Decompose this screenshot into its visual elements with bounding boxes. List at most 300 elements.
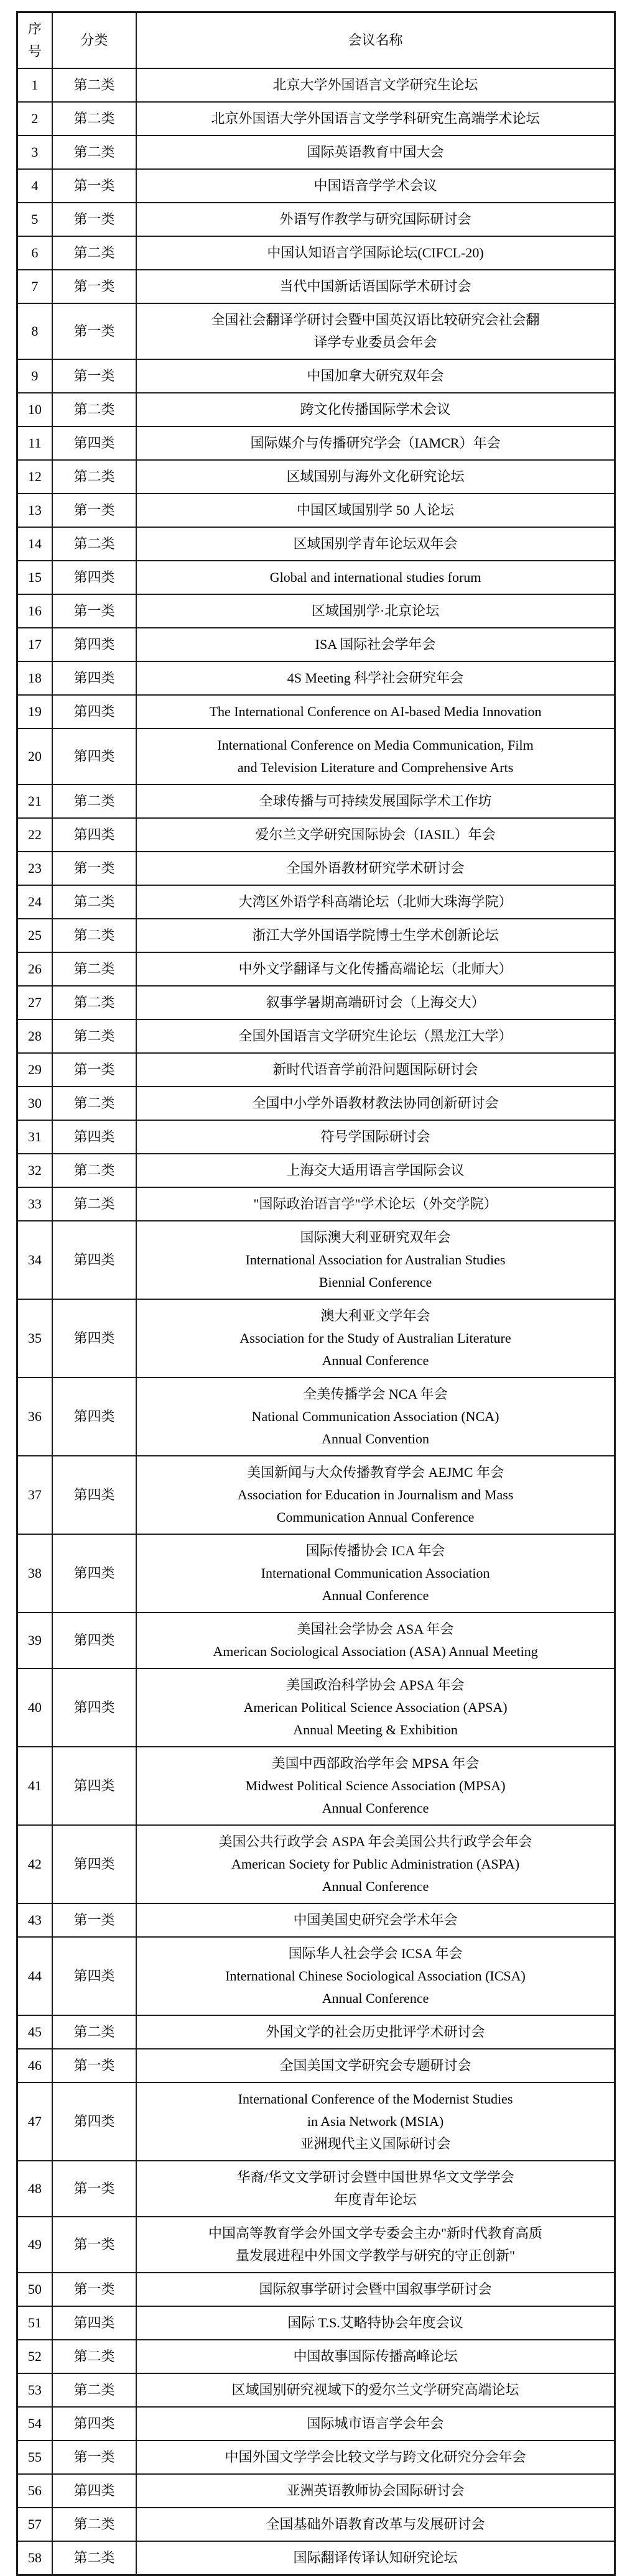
row-number-cell: 5 [17,203,52,236]
conference-name-line: Association for Education in Journalism and Mass [237,1487,514,1502]
conference-name-cell [136,303,615,359]
row-number-cell: 33 [17,1187,52,1221]
conference-name-line: 国际翻译传译认知研究论坛 [293,2550,458,2565]
row-number-cell: 12 [17,460,52,494]
conference-name-line: Annual Meeting & Exhibition [293,1722,458,1737]
row-number-cell: 1 [17,68,52,102]
conference-name-line: 亚洲英语教师协会国际研讨会 [286,2483,465,2498]
category-cell: 第四类 [52,2082,136,2161]
category-cell: 第二类 [52,784,136,818]
conference-name-line: 国际华人社会学会 ICSA 年会 [288,1946,463,1961]
conference-name-line: 全球传播与可持续发展国际学术工作坊 [259,793,492,809]
conference-name-line: 新时代语音学前沿问题国际研讨会 [272,1062,478,1077]
row-number-cell: 32 [17,1154,52,1187]
conference-name-line: Annual Conference [322,1800,429,1816]
row-number-cell: 13 [17,494,52,527]
row-number-cell: 14 [17,527,52,561]
conference-name-line: Midwest Political Science Association (MPSA) [245,1778,506,1793]
conference-name-line: 国际城市语言学会年会 [307,2416,444,2431]
conference-name-cell [136,695,615,729]
conference-name-line: 外国文学的社会历史批评学术研讨会 [266,2024,485,2040]
category-cell: 第一类 [52,2161,136,2217]
table-row [17,1154,615,1187]
conference-name-cell [136,2541,615,2575]
row-number-cell: 16 [17,594,52,628]
conference-name-line: Annual Conference [322,1353,429,1368]
category-cell: 第四类 [52,2474,136,2508]
conference-name-line: 区域国别与海外文化研究论坛 [286,469,465,484]
table-row [17,1937,615,2015]
table-row [17,1612,615,1668]
category-cell: 第一类 [52,2440,136,2474]
conference-name-line: 全国中小学外语教材教法协同创新研讨会 [252,1095,499,1111]
row-number-cell: 35 [17,1299,52,1378]
table-row [17,527,615,561]
conference-name-cell [136,1299,615,1378]
conference-name-cell [136,1456,615,1534]
category-cell: 第二类 [52,236,136,270]
table-row [17,2373,615,2407]
row-number-cell: 56 [17,2474,52,2508]
conference-name-line: 符号学国际研讨会 [320,1129,430,1144]
category-cell: 第二类 [52,1187,136,1221]
conference-name-line: 亚洲现代主义国际研讨会 [300,2136,451,2151]
category-cell: 第四类 [52,1668,136,1747]
table-body [17,68,615,2575]
category-cell: 第四类 [52,1456,136,1534]
category-cell: 第二类 [52,1154,136,1187]
conference-name-cell [136,236,615,270]
conference-name-line: 爱尔兰文学研究国际协会（IASIL）年会 [255,827,496,842]
row-number-cell: 53 [17,2373,52,2407]
row-number-cell: 27 [17,986,52,1019]
conference-name-line: 美国新闻与大众传播教育学会 AEJMC 年会 [246,1465,504,1480]
category-cell: 第二类 [52,136,136,169]
conference-name-line: American Political Science Association (APSA) [243,1700,508,1715]
table-row [17,561,615,594]
conference-name-line: International Conference on Media Communication, Film [217,737,534,753]
conference-name-line: 美国政治科学协会 APSA 年会 [286,1677,465,1693]
conference-name-cell [136,2049,615,2082]
category-cell: 第一类 [52,1053,136,1087]
category-cell: 第四类 [52,818,136,852]
category-cell: 第一类 [52,2049,136,2082]
row-number-cell: 9 [17,359,52,393]
row-number-cell: 45 [17,2015,52,2049]
conference-name-cell [136,2161,615,2217]
conference-name-cell [136,2217,615,2273]
conference-name-cell [136,2015,615,2049]
conference-name-line: 跨文化传播国际学术会议 [300,402,451,417]
conference-name-line: Association for the Study of Australian Literature [239,1330,511,1346]
table-row [17,628,615,661]
conference-name-line: Annual Conference [322,1588,429,1603]
conference-name-line: 国际叙事学研讨会暨中国叙事学研讨会 [259,2281,492,2297]
row-number-cell: 2 [17,102,52,136]
table-row [17,2161,615,2217]
category-cell: 第一类 [52,203,136,236]
row-number-cell: 18 [17,661,52,695]
category-cell: 第一类 [52,169,136,203]
category-cell: 第一类 [52,303,136,359]
conference-name-cell [136,2474,615,2508]
category-cell: 第二类 [52,952,136,986]
conference-name-cell [136,1378,615,1456]
table-row [17,1534,615,1612]
category-cell: 第四类 [52,1825,136,1903]
conference-name-line: 美国公共行政学会 ASPA 年会美国公共行政学会年会 [218,1834,532,1849]
row-number-cell: 50 [17,2273,52,2306]
category-cell: 第四类 [52,2306,136,2340]
conference-name-line: 中国区域国别学 50 人论坛 [297,502,455,518]
conference-name-line: ISA 国际社会学年会 [315,637,436,652]
conference-name-line: 澳大利亚文学年会 [320,1308,430,1323]
conference-name-cell [136,68,615,102]
table-row [17,2049,615,2082]
row-number-cell: 26 [17,952,52,986]
row-number-cell: 38 [17,1534,52,1612]
category-cell: 第二类 [52,919,136,952]
conference-name-line: 国际澳大利亚研究双年会 [300,1230,451,1245]
row-number-cell: 3 [17,136,52,169]
conference-name-line: 华裔/华文文学研讨会暨中国世界华文文学学会 [236,2169,514,2185]
conference-name-line: Annual Conference [322,1990,429,2006]
table-row [17,986,615,1019]
conference-name-cell [136,784,615,818]
conference-name-cell [136,1221,615,1299]
conference-name-cell [136,885,615,919]
conference-name-line: 美国中西部政治学年会 MPSA 年会 [271,1755,480,1771]
conference-name-line: Communication Annual Conference [276,1509,475,1525]
conference-name-line: 中国故事国际传播高峰论坛 [293,2348,458,2364]
conference-name-cell [136,1937,615,2015]
category-cell: 第四类 [52,1937,136,2015]
row-number-cell: 8 [17,303,52,359]
conference-name-cell [136,1019,615,1053]
row-number-cell: 49 [17,2217,52,2273]
conference-name-line: and Television Literature and Comprehensive Arts [237,760,514,775]
category-cell: 第四类 [52,1747,136,1825]
conference-name-line: Annual Convention [322,1431,429,1447]
category-cell: 第二类 [52,1019,136,1053]
row-number-cell: 40 [17,1668,52,1747]
category-cell: 第四类 [52,1534,136,1612]
conference-name-cell [136,2407,615,2440]
conference-name-cell [136,393,615,426]
header-conference-name: 会议名称 [136,12,615,69]
row-number-cell: 43 [17,1903,52,1937]
row-number-cell: 54 [17,2407,52,2440]
row-number-cell: 15 [17,561,52,594]
conference-name-cell [136,952,615,986]
header-serial-number: 序号 [17,12,52,69]
table-row [17,1747,615,1825]
conference-name-line: Biennial Conference [318,1274,432,1290]
conference-name-cell [136,359,615,393]
row-number-cell: 31 [17,1120,52,1154]
row-number-cell: 7 [17,270,52,303]
row-number-cell: 24 [17,885,52,919]
conference-name-cell [136,1668,615,1747]
conference-name-cell [136,460,615,494]
row-number-cell: 29 [17,1053,52,1087]
conference-name-cell [136,1903,615,1937]
row-number-cell: 52 [17,2340,52,2373]
conference-name-line: 国际媒介与传播研究学会（IAMCR）年会 [250,435,501,451]
category-cell: 第四类 [52,1612,136,1668]
category-cell: 第二类 [52,393,136,426]
conference-name-line: 全国基础外语教育改革与发展研讨会 [266,2516,485,2532]
conference-name-line: 4S Meeting 科学社会研究年会 [287,670,464,686]
conference-name-cell [136,1187,615,1221]
conference-name-cell [136,2273,615,2306]
row-number-cell: 44 [17,1937,52,2015]
conference-name-line: 浙江大学外国语学院博士生学术创新论坛 [252,927,499,943]
category-cell: 第一类 [52,2273,136,2306]
conference-name-cell [136,527,615,561]
conference-name-line: National Communication Association (NCA) [251,1409,499,1424]
conference-name-cell [136,494,615,527]
conference-name-line: 国际 T.S.艾略特协会年度会议 [287,2315,463,2330]
row-number-cell: 21 [17,784,52,818]
conference-name-line: 译学专业委员会年会 [313,334,437,350]
table-row [17,1456,615,1534]
table-row [17,203,615,236]
category-cell: 第四类 [52,729,136,784]
conference-name-line: The International Conference on AI-based Media Innovation [209,704,542,719]
conference-name-line: 上海交大适用语言学国际会议 [286,1162,465,1178]
header-category: 分类 [52,12,136,69]
row-number-cell: 23 [17,852,52,885]
table-row [17,852,615,885]
conference-name-line: 美国社会学协会 ASA 年会 [297,1621,454,1637]
row-number-cell: 42 [17,1825,52,1903]
conference-name-line: International Conference of the Modernist Studies [238,2091,513,2107]
conference-name-line: 外语写作教学与研究国际研讨会 [279,211,471,227]
conference-name-line: 区域国别学·北京论坛 [311,603,440,619]
row-number-cell: 20 [17,729,52,784]
table-row [17,2541,615,2575]
conference-name-line: 年度青年论坛 [334,2192,417,2207]
conference-name-cell [136,594,615,628]
table-header [17,12,615,69]
table-row [17,2407,615,2440]
conference-name-line: 中国认知语言学国际论坛(CIFCL-20) [267,245,484,260]
table-row [17,818,615,852]
conference-name-cell [136,729,615,784]
category-cell: 第一类 [52,2217,136,2273]
table-row [17,1903,615,1937]
table-row [17,661,615,695]
table-row [17,2508,615,2541]
category-cell: 第二类 [52,2508,136,2541]
conference-name-cell [136,1825,615,1903]
table-row [17,270,615,303]
table-row [17,1668,615,1747]
conference-name-line: Annual Conference [322,1879,429,1894]
category-cell: 第一类 [52,494,136,527]
row-number-cell: 19 [17,695,52,729]
row-number-cell: 11 [17,426,52,460]
conference-name-line: in Asia Network (MSIA) [307,2114,444,2129]
category-cell: 第一类 [52,270,136,303]
conference-name-cell [136,1087,615,1120]
conference-name-cell [136,628,615,661]
conference-name-line: American Sociological Association (ASA) Annual Meeting [213,1644,538,1659]
row-number-cell: 39 [17,1612,52,1668]
conference-name-line: 全国外国语言文学研究生论坛（黑龙江大学） [238,1028,513,1044]
conference-name-line: American Society for Public Administration (ASPA) [231,1856,520,1872]
conference-name-cell [136,426,615,460]
row-number-cell: 37 [17,1456,52,1534]
table-row [17,169,615,203]
table-row [17,784,615,818]
category-cell: 第一类 [52,359,136,393]
table-row [17,695,615,729]
category-cell: 第二类 [52,102,136,136]
category-cell: 第二类 [52,68,136,102]
table-row [17,102,615,136]
conference-name-line: 大湾区外语学科高端论坛（北师大珠海学院） [238,894,513,909]
category-cell: 第二类 [52,1087,136,1120]
table-row [17,885,615,919]
conference-name-line: 量发展进程中外国文学教学与研究的守正创新" [236,2248,516,2263]
conference-name-line: 叙事学暑期高端研讨会（上海交大） [266,995,485,1010]
conference-name-line: 全国美国文学研究会专题研讨会 [279,2058,471,2073]
table-row [17,2082,615,2161]
conference-name-line: 中国外国文学学会比较文学与跨文化研究分会年会 [225,2449,526,2465]
table-row [17,460,615,494]
table-row [17,1187,615,1221]
conference-name-cell [136,1120,615,1154]
conference-name-line: International Association for Australian Studies [245,1252,506,1267]
row-number-cell: 55 [17,2440,52,2474]
category-cell: 第二类 [52,2541,136,2575]
conference-name-line: 区域国别学青年论坛双年会 [293,536,458,551]
table-row [17,68,615,102]
conference-name-line: 中国加拿大研究双年会 [307,368,444,384]
conference-name-line: "国际政治语言学"学术论坛（外交学院） [253,1196,498,1212]
conference-name-cell [136,270,615,303]
category-cell: 第四类 [52,1221,136,1299]
category-cell: 第二类 [52,986,136,1019]
category-cell: 第四类 [52,1120,136,1154]
conference-name-cell [136,2306,615,2340]
conference-name-cell [136,852,615,885]
conference-name-line: 区域国别研究视域下的爱尔兰文学研究高端论坛 [231,2382,519,2398]
row-number-cell: 51 [17,2306,52,2340]
row-number-cell: 41 [17,1747,52,1825]
category-cell: 第四类 [52,561,136,594]
category-cell: 第一类 [52,594,136,628]
table-row [17,236,615,270]
table-row [17,1053,615,1087]
conference-name-cell [136,2508,615,2541]
conference-name-line: 国际传播协会 ICA 年会 [305,1543,445,1558]
conference-name-line: 中国语音学学术会议 [313,178,437,193]
table-row [17,1120,615,1154]
row-number-cell: 47 [17,2082,52,2161]
conference-name-cell [136,2082,615,2161]
category-cell: 第四类 [52,1378,136,1456]
table-row [17,2440,615,2474]
conference-name-cell [136,136,615,169]
row-number-cell: 25 [17,919,52,952]
row-number-cell: 58 [17,2541,52,2575]
category-cell: 第四类 [52,426,136,460]
category-cell: 第二类 [52,2340,136,2373]
header-row [17,12,615,69]
table-row [17,426,615,460]
category-cell: 第一类 [52,852,136,885]
conference-name-cell [136,986,615,1019]
category-cell: 第四类 [52,661,136,695]
row-number-cell: 36 [17,1378,52,1456]
conference-name-cell [136,818,615,852]
table-row [17,2273,615,2306]
conference-name-line: International Communication Association [261,1565,490,1581]
table-row [17,2474,615,2508]
row-number-cell: 17 [17,628,52,661]
conference-name-cell [136,919,615,952]
row-number-cell: 30 [17,1087,52,1120]
table-row [17,729,615,784]
category-cell: 第二类 [52,885,136,919]
table-row [17,1299,615,1378]
conference-name-line: 全国社会翻译学研讨会暨中国英汉语比较研究会社会翻 [211,312,540,328]
conference-name-cell [136,2440,615,2474]
table-row [17,1019,615,1053]
table-row [17,494,615,527]
conference-name-cell [136,2340,615,2373]
table-row [17,303,615,359]
conference-name-line: Global and international studies forum [269,569,481,585]
conference-name-cell [136,561,615,594]
row-number-cell: 28 [17,1019,52,1053]
category-cell: 第一类 [52,1903,136,1937]
category-cell: 第二类 [52,527,136,561]
conference-name-line: 中国高等教育学会外国文学专委会主办"新时代教育高质 [208,2225,543,2241]
conference-name-line: 国际英语教育中国大会 [307,144,444,160]
conference-name-cell [136,169,615,203]
table-row [17,136,615,169]
conference-name-cell [136,1612,615,1668]
conference-name-line: 全美传播学会 NCA 年会 [303,1386,448,1402]
table-row [17,594,615,628]
conference-name-cell [136,102,615,136]
table-row [17,1825,615,1903]
row-number-cell: 10 [17,393,52,426]
conference-name-line: 中国美国史研究会学术年会 [293,1912,458,1928]
conference-name-line: 中外文学翻译与文化传播高端论坛（北师大） [238,961,513,977]
table-row [17,2217,615,2273]
table-row [17,2340,615,2373]
conference-name-line: 北京大学外国语言文学研究生论坛 [272,77,478,93]
row-number-cell: 34 [17,1221,52,1299]
row-number-cell: 48 [17,2161,52,2217]
table-row [17,2015,615,2049]
conference-classification-table [16,11,616,2576]
table-row [17,1221,615,1299]
conference-name-cell [136,1053,615,1087]
conference-name-cell [136,1534,615,1612]
table-row [17,952,615,986]
row-number-cell: 22 [17,818,52,852]
table-row [17,2306,615,2340]
table-row [17,359,615,393]
row-number-cell: 57 [17,2508,52,2541]
conference-name-line: International Chinese Sociological Association (ICSA) [225,1968,526,1984]
